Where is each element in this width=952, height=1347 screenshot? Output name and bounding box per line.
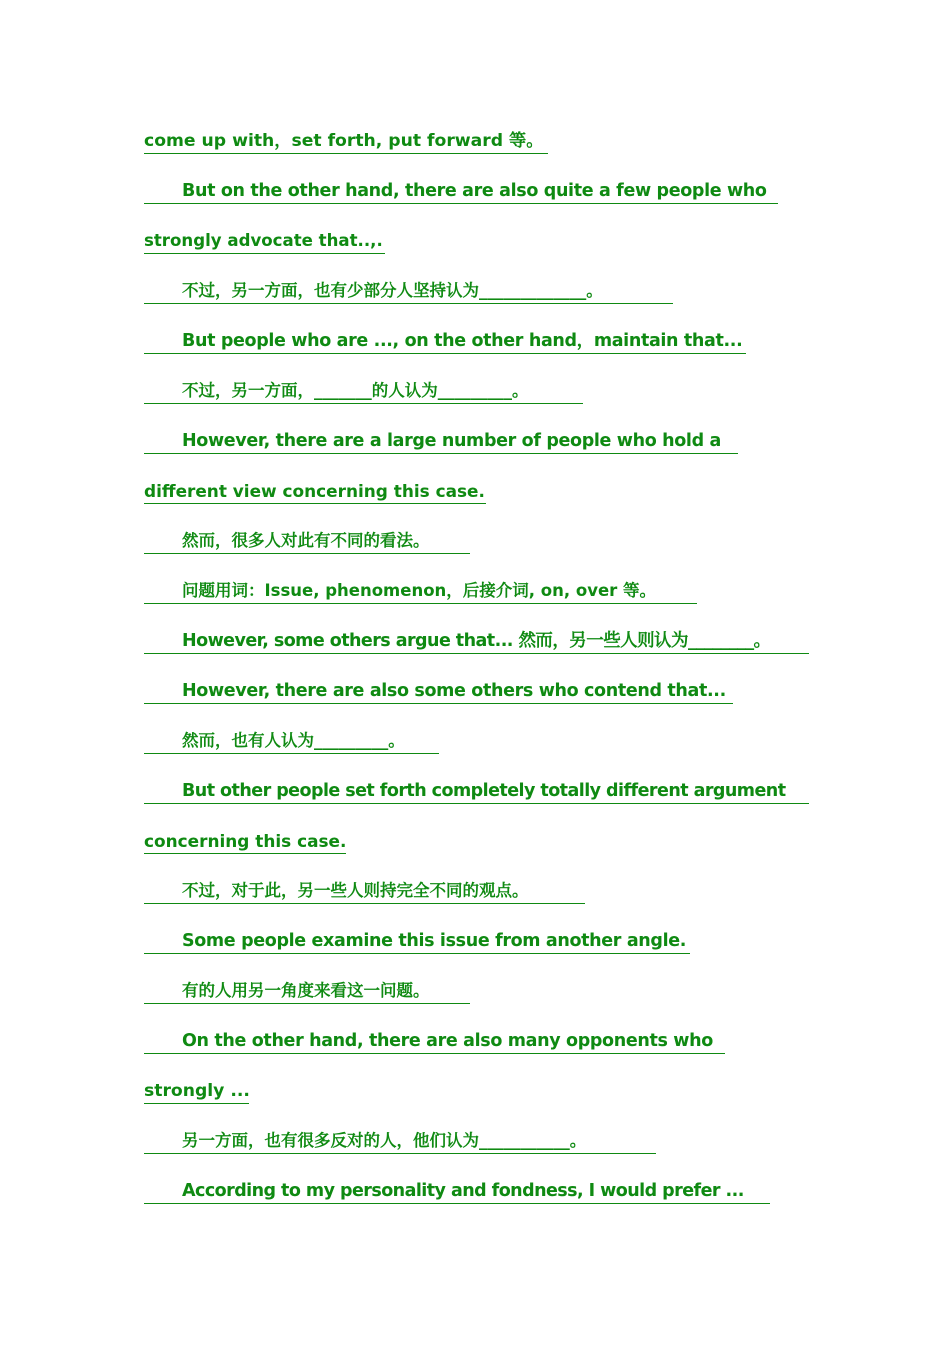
text-line-10: 问题用词：Issue, phenomenon，后接介词, on, over 等。: [144, 580, 697, 604]
text-line-15: concerning this case.: [144, 830, 346, 854]
text-line-9: 然而，很多人对此有不同的看法。: [144, 530, 470, 554]
text-line-16: 不过，对于此，另一些人则持完全不同的观点。: [144, 880, 585, 904]
text-line-13: 然而，也有人认为_________。: [144, 730, 439, 754]
text-line-8: different view concerning this case.: [144, 480, 486, 504]
text-line-5: But people who are ..., on the other hand，maintain that...: [144, 330, 746, 354]
text-line-1: come up with，set forth, put forward 等。: [144, 130, 548, 154]
text-line-14: But other people set forth completely totally different argument: [144, 780, 809, 804]
text-line-12: However, there are also some others who contend that...: [144, 680, 733, 704]
text-line-4: 不过，另一方面，也有少部分人坚持认为_____________。: [144, 280, 673, 304]
text-line-18: 有的人用另一角度来看这一问题。: [144, 980, 470, 1004]
text-line-19: On the other hand, there are also many opponents who: [144, 1030, 725, 1054]
text-line-11: However, some others argue that... 然而，另一些人则认为________。: [144, 630, 809, 654]
text-line-20: strongly ...: [144, 1080, 249, 1104]
text-line-17: Some people examine this issue from another angle.: [144, 930, 690, 954]
text-line-3: strongly advocate that..,.: [144, 230, 385, 254]
text-line-6: 不过，另一方面，_______的人认为_________。: [144, 380, 583, 404]
text-line-7: However, there are a large number of people who hold a: [144, 430, 738, 454]
text-line-2: But on the other hand, there are also quite a few people who: [144, 180, 778, 204]
text-line-21: 另一方面，也有很多反对的人，他们认为___________。: [144, 1130, 656, 1154]
text-line-22: According to my personality and fondness, I would prefer ...: [144, 1180, 770, 1204]
